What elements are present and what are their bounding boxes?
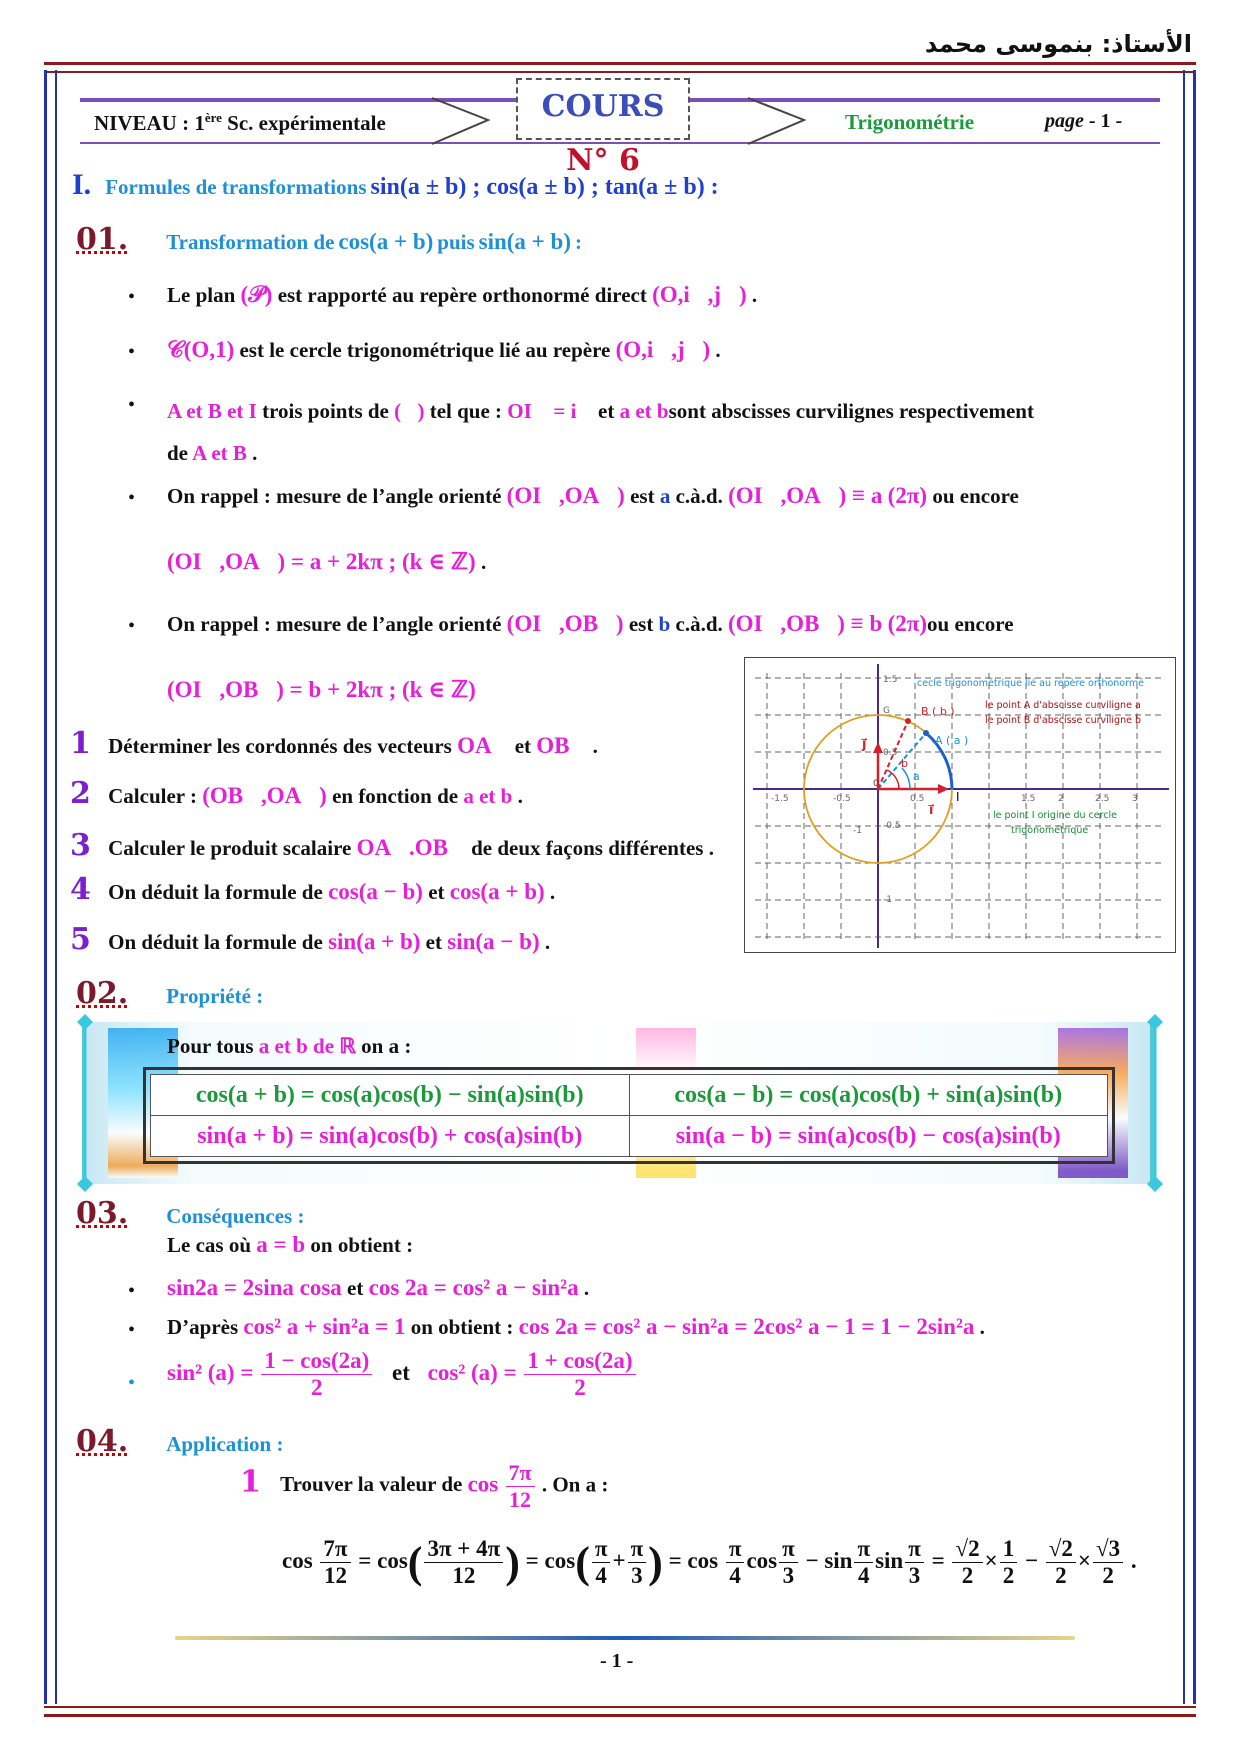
bullet-angle-a: On rappel : mesure de l’angle orienté (OI⃗,OA⃗) est a c.à.d. (OI⃗,OA⃗) ≡ a (2π) ou encore — [167, 483, 1019, 508]
application-calculation: cos $\frac{7\pi}{12}$ = cos( $\frac{3\pi + 4\pi}{12}$ ) = cos( $\frac{\pi}{4}$ + $\frac{\pi}{3}$ ) = cos $\frac{\pi}{4}$ cos $\frac{\pi}{3}$ − sin $\frac{\pi}{4}$ sin $\frac{\pi}{3}$ = $\frac{√2}{2}$ × $\frac{1}{2}$ − $\frac{√2}{2}$ × $\frac{√3}{2}$ . — [282, 1536, 1137, 1588]
cours-title-box: COURS N° 6 — [516, 78, 690, 140]
label-a-point: A ( a ) — [935, 734, 969, 747]
tick-label: 1.5 — [883, 675, 898, 685]
label-i-vector: i⃗ — [929, 803, 934, 818]
application-question: 1 Trouver la valeur de cos $\frac{7\pi}{12}$ . On a : — [240, 1460, 609, 1512]
question-2: 2 Calculer : (OB⃗,OA⃗) en fonction de a et b . — [70, 776, 523, 811]
top-border — [44, 62, 1196, 73]
bullet-plan: Le plan (𝒫) est rapporté au repère orthonormé direct (O,i⃗,j⃗) . — [167, 282, 758, 307]
angle-a-formula: (OI⃗,OA⃗) = a + 2kπ ; (k ∈ ℤ) . — [167, 549, 487, 574]
label-angle-a: a — [913, 770, 920, 783]
part-02-heading: 02. Propriété : — [76, 976, 264, 1011]
section-title: I. Formules de transformations sin(a ± b) ; cos(a ± b) ; tan(a ± b) : — [72, 168, 719, 201]
formula-table — [150, 1074, 1108, 1157]
tick-label: 2 — [1058, 794, 1064, 804]
angle-b-formula: (OI⃗,OB⃗) = b + 2kπ ; (k ∈ ℤ) — [167, 677, 476, 702]
niveau-label: NIVEAU : 1ère Sc. expérimentale — [94, 110, 386, 135]
legend-i: le point I origine du cercle — [993, 810, 1118, 821]
label-b-point: B ( b ) — [921, 705, 955, 718]
part-03-heading: 03. Conséquences : — [76, 1196, 305, 1231]
page-label: page - 1 - — [1045, 110, 1123, 132]
question-1: 1 Déterminer les cordonnés des vecteurs OA⃗ et OB⃗ . — [70, 726, 598, 761]
question-4: 4 On déduit la formule de cos(a − b) et cos(a + b) . — [70, 872, 556, 907]
consequence-case: Le cas où a = b on obtient : — [167, 1232, 414, 1257]
tick-label: -0.5 — [833, 794, 851, 804]
tick-label: 3 — [1132, 794, 1138, 804]
consequence-double-angle: sin2a = 2sina cosa et cos 2a = cos² a − sin²a . — [167, 1275, 590, 1300]
question-5: 5 On déduit la formule de sin(a + b) et sin(a − b) . — [70, 922, 551, 957]
trig-circle-figure — [744, 657, 1176, 953]
property-intro: Pour tous a et b de ℝ on a : — [167, 1034, 412, 1058]
subject-label: Trigonométrie — [845, 110, 975, 134]
bottom-border — [44, 1706, 1196, 1717]
right-border — [1183, 70, 1196, 1704]
legend-a: le point A d'abscisse curviligne a — [985, 700, 1141, 711]
consequence-squares: sin² (a) = $\frac{1 - \cos(2a)}{2}$ et cos² (a) = $\frac{1 + \cos(2a)}{2}$ — [167, 1348, 638, 1401]
formula-sin-diff: sin(a − b) = sin(a)cos(b) − cos(a)sin(b) — [629, 1116, 1108, 1157]
tick-label: -1 — [853, 826, 862, 836]
formula-sin-sum: sin(a + b) = sin(a)cos(b) + cos(a)sin(b) — [151, 1116, 630, 1157]
formula-cos-diff: cos(a − b) = cos(a)cos(b) + sin(a)sin(b) — [629, 1075, 1108, 1116]
label-angle-b: b — [901, 757, 908, 770]
question-3: 3 Calculer le produit scalaire OA⃗.OB⃗ de deux façons différentes . — [70, 828, 714, 863]
tick-label: 2.5 — [1095, 794, 1110, 804]
part-04-heading: 04. Application : — [76, 1424, 284, 1459]
legend-circle: cecle trigonométrique lié au repère orthonormé — [917, 678, 1144, 689]
bullet-points: A et B et I trois points de (𝒫) tel que : OI⃗ = i⃗ et a et bsont abscisses curvilignes respectivement de A et B . — [167, 399, 1034, 465]
legend-b: le point B d'abscisse curviligne b — [985, 715, 1141, 726]
property-pin-left — [76, 1014, 94, 1192]
tick-label: 1.5 — [1021, 794, 1036, 804]
bullet-angle-b: On rappel : mesure de l’angle orienté (OI⃗,OB⃗) est b c.à.d. (OI⃗,OB⃗) ≡ b (2π)ou encore — [167, 611, 1014, 636]
label-origin: 0 — [873, 779, 879, 789]
tick-label: 0.5 — [910, 794, 925, 804]
part-01-heading: 01. Transformation de cos(a + b) puis sin(a + b) : — [76, 222, 582, 257]
page-number: - 1 - — [600, 1650, 634, 1672]
label-i-point: I — [956, 790, 960, 804]
label-g: G — [883, 706, 890, 716]
consequence-cos2a: D’après cos² a + sin²a = 1 on obtient : cos 2a = cos² a − sin²a = 2cos² a − 1 = 1 − 2sin²a . — [167, 1314, 985, 1339]
tick-label: -1.5 — [771, 794, 789, 804]
bullet-cercle: 𝒞(O,1) est le cercle trigonométrique lié au repère (O,i⃗,j⃗) . — [167, 337, 721, 362]
teacher-name: الأستاذ: بنموسى محمد — [924, 30, 1192, 58]
footer-divider — [175, 1636, 1075, 1640]
tick-label: -1 — [883, 895, 892, 905]
tick-label: -0.5 — [883, 821, 901, 831]
formula-cos-sum: cos(a + b) = cos(a)cos(b) − sin(a)sin(b) — [151, 1075, 630, 1116]
tick-label: 0.5 — [883, 748, 898, 758]
left-border — [44, 70, 57, 1704]
label-j-vector: j⃗ — [862, 737, 867, 752]
part-number: 01. — [76, 222, 129, 257]
legend-i-2: trigonométrique — [1011, 825, 1089, 836]
property-pin-right — [1146, 1014, 1164, 1192]
